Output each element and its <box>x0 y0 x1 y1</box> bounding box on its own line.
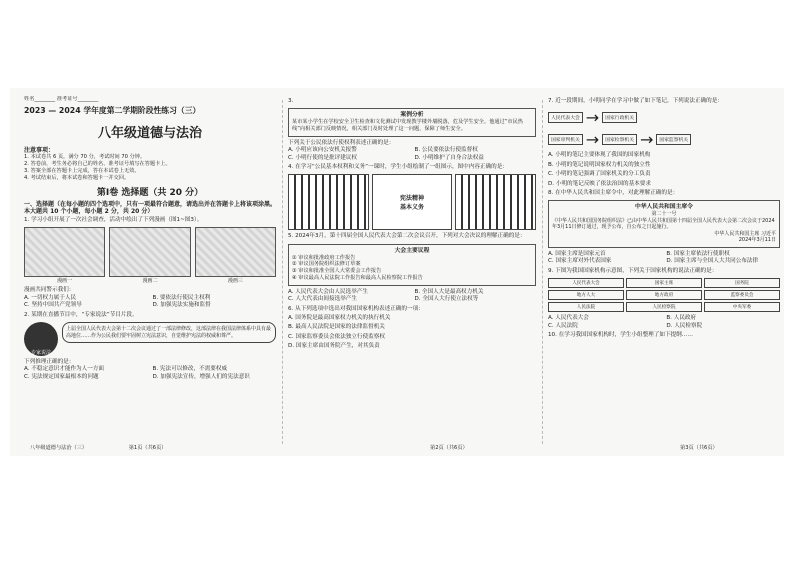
option-b[interactable]: B. 宪法可以修改，不需要权威 <box>152 366 228 373</box>
org-box: 监察委员会 <box>704 290 780 300</box>
option-a[interactable]: A. 国家主席是国家元首 <box>548 251 606 257</box>
notice-item: 3. 答案全部在答题卡上完成，答在本试卷上无效。 <box>24 168 140 174</box>
cartoon-caption: 漫画三 <box>227 278 243 285</box>
option-d[interactable]: D. 小明维护了自身合法权益 <box>414 154 484 161</box>
arrow-icon: → <box>585 130 600 150</box>
footer-subject: 八年级道德与法治（三） <box>30 445 88 451</box>
question-4-diagram <box>288 174 536 230</box>
option-b[interactable]: B. 人民政府 <box>666 315 697 322</box>
option-c[interactable]: C. 小明行使的是批评建议权 <box>288 154 357 161</box>
expert-badge: 专家说法 <box>30 350 51 357</box>
question-9-org-chart <box>548 278 780 312</box>
question-3-label: 3. <box>288 98 294 104</box>
question-3-options <box>288 147 536 154</box>
question-4-stem: 4. 在学习“公民基本权利和义务”一课时，学生小组绘制了一组图示，图中内容正确的是： <box>288 164 508 171</box>
question-8-stem: 8. 在中华人民共和国主席令中，对此理解正确的是： <box>548 190 679 197</box>
notice-item: 2. 答卷前，考生务必将自己的姓名、准考证号填写在答题卡上。 <box>24 161 171 167</box>
question-2-options <box>24 366 276 373</box>
question-2-options <box>24 374 276 381</box>
middle-column <box>288 96 536 452</box>
cartoon-caption: 漫画一 <box>57 278 73 285</box>
number-label: 准考证号 <box>56 96 78 102</box>
arrow-icon: → <box>640 130 654 150</box>
org-box: 国家主席 <box>626 278 702 288</box>
org-box: 人民检察院 <box>626 302 702 312</box>
notice-item: 1. 本试卷共 6 页，满分 70 分，考试时间 70 分钟。 <box>24 154 146 160</box>
diagram-center-title: 基本义务 <box>400 204 425 212</box>
question-7-stem: 7. 近一段期间，小明同学在学习中做了如下笔记，下列说法正确的是： <box>548 98 723 104</box>
option-d[interactable]: D. 加强宪法宣传，增强人们的宪法意识 <box>152 373 250 380</box>
flow-box: 国家检察机关 <box>602 134 637 145</box>
diagram-sub-title: 宪法精神 <box>400 195 425 203</box>
agenda-item: ① 审议和批准政府工作报告 <box>292 254 356 261</box>
org-column <box>548 278 624 312</box>
agenda-box-title: 大会主要议程 <box>394 247 430 254</box>
flow-box: 国家监察机关 <box>656 134 691 145</box>
option-b[interactable]: B. 公民要依法行使监督权 <box>414 147 478 154</box>
name-label: 姓名 <box>24 96 35 102</box>
order-date: 2024年3月11日 <box>738 237 776 244</box>
exam-title: 2023 — 2024 学年度第二学期阶段性练习（三） <box>24 106 201 115</box>
option-c[interactable]: C. 人大代表由间接选举产生 <box>288 296 357 303</box>
option-d[interactable]: D. 加强宪法实施和监督 <box>152 302 211 309</box>
flow-box: 国家行政机关 <box>602 112 637 123</box>
arrow-icon: → <box>585 108 600 128</box>
case-box-title: 案例分析 <box>400 112 424 119</box>
question-5-options <box>288 296 536 303</box>
question-7-flowchart <box>548 108 780 149</box>
option-c[interactable]: C. 坚持中国共产党领导 <box>24 302 82 309</box>
question-9-options <box>548 315 780 322</box>
option-a[interactable]: A. 人民代表大会 <box>548 315 589 322</box>
subject-title: 八年级道德与法治 <box>97 126 202 141</box>
option-b[interactable]: B. 要依法行使民主权利 <box>152 294 211 301</box>
question-1-prompt: 漫画共同警示我们： <box>24 287 75 294</box>
option-b[interactable]: B. 国家主席依法行使职权 <box>666 251 730 257</box>
org-box: 人民代表大会 <box>548 278 624 288</box>
notice-item: 4. 考试结束后，将本试卷和答题卡一并交回。 <box>24 175 130 181</box>
cartoon-image <box>24 227 105 285</box>
question-2-figure <box>24 322 276 356</box>
flow-box: 人民代表大会 <box>548 112 583 123</box>
cartoon-image <box>109 227 190 285</box>
question-6-stem: 6. 从下列选项中选出对我国国家机构表述正确的一项： <box>288 305 424 312</box>
question-1-stem: 1. 学习小组开展了一次社会调查，活动中绘出了下列漫画（图1~图3）。 <box>24 217 203 223</box>
org-column <box>626 278 702 312</box>
expert-avatar <box>24 322 58 356</box>
question-3-options <box>288 155 536 162</box>
question-8-options <box>548 258 780 265</box>
case-box-text: 某市某小学生在学校安全卫生检查和文化测试中发现教学楼外墙脱落，危及学生安全。他通过“市民热线”向相关部门反映情况，相关部门及时处理了这一问题，保障了师生安全。 <box>292 119 523 132</box>
question-1-cartoons <box>24 227 276 285</box>
left-column <box>24 96 276 452</box>
option-b[interactable]: B. 最高人民法院是国家的法律监督机关 <box>288 324 385 331</box>
org-box: 国务院 <box>704 278 780 288</box>
question-2-prompt: 下列推理正确的是： <box>24 359 75 366</box>
option-a[interactable]: A. 一切权力属于人民 <box>24 294 77 301</box>
footer-left <box>30 444 166 451</box>
question-2-stem: 2. 某期在直播节目中，“专家说法”节目片段。 <box>24 311 138 318</box>
name-line: 姓名________ 准考证号________ <box>24 96 99 102</box>
option-d[interactable]: D. 全国人大行使立法权等 <box>414 296 479 303</box>
org-box: 人民法院 <box>548 302 624 312</box>
agenda-item: ② 审议国务院组织法修订草案 <box>292 261 361 268</box>
option-a[interactable]: A. 小明应该向公安机关报警 <box>288 147 357 154</box>
option-a[interactable]: A. 不稳定意识才能作为人一方面 <box>24 366 105 373</box>
agenda-item: ③ 审议和批准全国人大常委会工作报告 <box>292 268 382 275</box>
section-instructions: 一、选择题（在每小题的四个选项中，只有一项最符合题意，请选出并在答题卡上将该项涂黑。本大题共 10 个小题，每小题 2 分，共 20 分） <box>24 201 276 215</box>
option-a[interactable]: A. 国务院是最高国家权力机关的执行机关 <box>288 315 391 322</box>
option-c[interactable]: C. 小明的笔记强调了国家机关的分工负责 <box>548 171 651 178</box>
question-3-prompt: 下列关于公民依法行使权利表述正确的是： <box>288 139 395 146</box>
volume-title: 第Ⅰ卷 选择题（共 20 分） <box>96 188 204 198</box>
option-c[interactable]: C. 人民法院 <box>548 322 578 329</box>
org-column <box>704 278 780 312</box>
option-d[interactable]: D. 国家主席与全国人大共同公布法律 <box>666 258 759 265</box>
order-title: 中华人民共和国主席令 <box>635 204 693 211</box>
footer-page: 第1页（共6页） <box>128 445 167 451</box>
cartoon-image <box>195 227 276 285</box>
org-box: 中央军委 <box>704 302 780 312</box>
order-number: 第二十一号 <box>651 211 677 218</box>
question-10-stem: 10. 在学习我国国家机构时，学生小组整理了如下提纲…… <box>548 332 693 339</box>
option-d[interactable]: D. 人民检察院 <box>666 322 703 329</box>
option-d[interactable]: D. 小明的笔记反映了依法治国的基本要求 <box>548 180 651 187</box>
right-column <box>548 96 780 452</box>
option-a[interactable]: A. 人民代表大会由人民选举产生 <box>288 288 369 295</box>
footer-page: 第2页（共6页） <box>430 445 468 451</box>
question-1-options <box>24 302 276 309</box>
column-divider <box>282 100 283 444</box>
option-c[interactable]: C. 宪法规定国家最根本的问题 <box>24 373 99 380</box>
option-c[interactable]: C. 国家主席对外代表国家 <box>548 258 612 265</box>
option-b[interactable]: B. 小明的笔记说明国家权力机关的独立性 <box>548 161 651 168</box>
order-signature: 中华人民共和国主席 习近平 <box>714 230 776 237</box>
question-5-agenda-box <box>288 244 536 286</box>
presidential-order-box <box>548 200 780 248</box>
flow-box: 国家审判机关 <box>548 134 583 145</box>
diagram-panel-center <box>372 174 453 230</box>
question-9-options <box>548 323 780 330</box>
column-divider <box>542 100 543 444</box>
flow-row <box>548 108 780 127</box>
footer-mid <box>430 444 468 451</box>
org-box: 地方人大 <box>548 290 624 300</box>
option-a[interactable]: A. 小明的笔记主要体现了我国的国家机构 <box>548 152 651 159</box>
option-c[interactable]: C. 国家监察委员会依法独立行使监察权 <box>288 333 385 340</box>
order-text: 《中华人民共和国国务院组织法》已由中华人民共和国第十四届全国人民代表大会第二次会议于2024年3月11日修订通过，现予公布，自公布之日起施行。 <box>552 217 775 231</box>
diagram-panel-right <box>455 174 536 230</box>
agenda-item: ④ 审议最高人民法院工作报告和最高人民检察院工作报告 <box>292 275 423 282</box>
org-box: 地方政府 <box>626 290 702 300</box>
cartoon-caption: 漫画二 <box>142 278 158 285</box>
expert-speech-bubble: 上届全国人民代表大会第十二次会议通过了一部法律修改，这部法律在我国法律体系中具有最高地位……作为公民我们要牢固树立宪法意识，自觉维护宪法的权威和尊严。 <box>62 322 276 343</box>
footer-page: 第3页（共6页） <box>680 445 718 451</box>
question-5-stem: 5. 2024年3月，第十四届全国人民代表大会第二次会议召开，下列对大会决议的理解正确的是： <box>288 233 526 240</box>
question-3-case-box <box>288 108 536 136</box>
diagram-panel-left <box>288 174 369 230</box>
footer-right <box>680 444 718 451</box>
option-b[interactable]: B. 全国人大是最高权力机关 <box>414 288 484 295</box>
flow-row <box>548 130 780 149</box>
option-d[interactable]: D. 国家主席由国务院产生，对其负责 <box>288 343 380 350</box>
question-9-stem: 9. 下图为我国国家机构示意图，下列关于国家机构的说法正确的是： <box>548 267 718 274</box>
notice-title: 注意事项： <box>24 147 55 154</box>
